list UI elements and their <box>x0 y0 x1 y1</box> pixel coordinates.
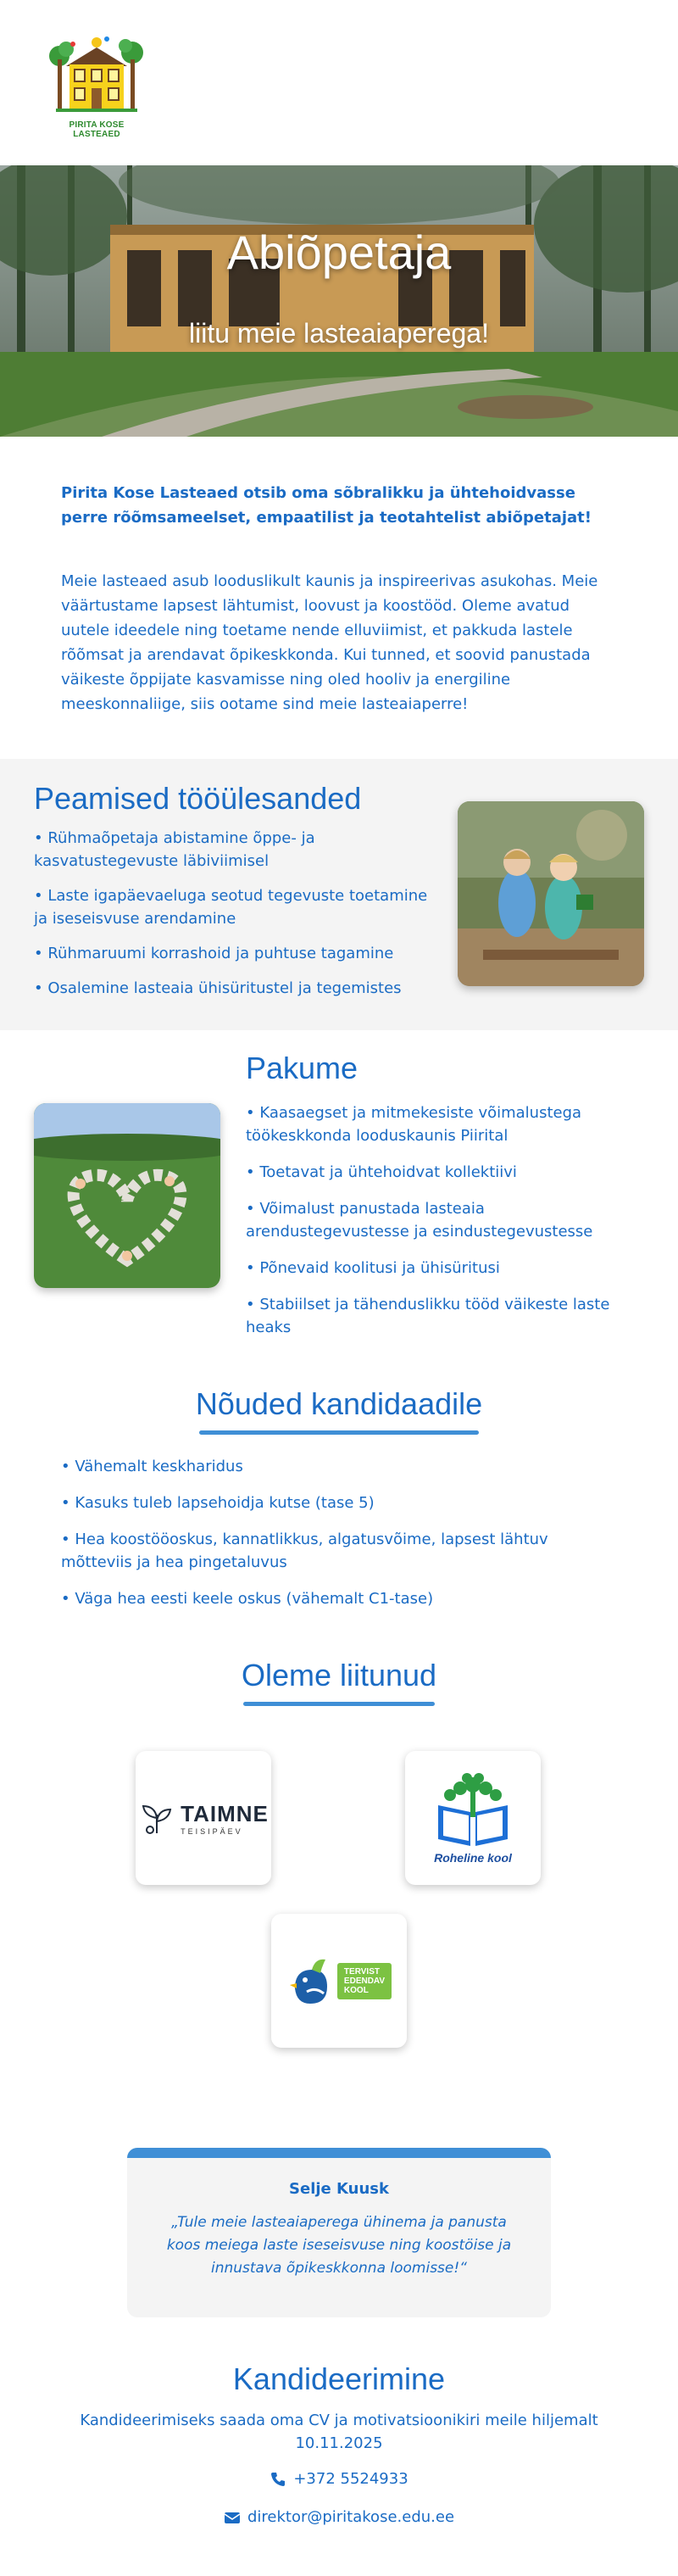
tervist-line-1: TERVIST <box>343 1966 380 1977</box>
quote-author: Selje Kuusk <box>289 2180 389 2198</box>
children-photo-image <box>458 801 644 986</box>
quote-accent-bar <box>127 2148 551 2158</box>
heart-circle-photo-image <box>34 1103 220 1288</box>
list-item: • Kaasaegset ja mitmekesiste võimalustega töökeskkonda looduskaunis Piirital <box>246 1104 582 1145</box>
list-item: • Rühmaõpetaja abistamine õppe- ja kasvatustegevuste läbiviimisel <box>34 829 315 870</box>
partner-tervist-edendav-kool[interactable] <box>271 1914 407 2048</box>
tervist-line-3: KOOL <box>343 1985 369 1995</box>
green-school-tree-book-icon <box>426 1771 520 1849</box>
taimne-logo-sub: TEISIPÄEV <box>181 1826 243 1836</box>
list-item: • Hea koostööoskus, kannatlikkus, algatusvõime, lapsest lähtuv mõtteviis ja hea pingetaluvus <box>61 1531 548 1571</box>
list-item: • Stabiilset ja tähenduslikku tööd väikeste laste heaks <box>246 1296 610 1336</box>
list-item: • Rühmaruumi korrashoid ja puhtuse tagamine <box>34 945 394 962</box>
logo-link[interactable] <box>47 34 146 139</box>
hero-background-image <box>0 165 678 437</box>
title-underline <box>243 1702 435 1706</box>
apply-section <box>0 2361 678 2526</box>
list-item: • Väga hea eesti keele oskus (vähemalt C1-tase) <box>61 1590 434 1608</box>
apply-text: Kandideerimiseks saada oma CV ja motivatsioonikiri meile hiljemalt 10.11.2025 <box>80 2412 598 2452</box>
testimonial-card <box>127 2148 551 2317</box>
list-item: • Kasuks tuleb lapsehoidja kutse (tase 5) <box>61 1494 375 1512</box>
requirements-section <box>0 1386 678 1658</box>
phone-icon <box>270 2471 286 2488</box>
title-underline <box>199 1430 479 1435</box>
envelope-icon <box>224 2509 241 2526</box>
phone-contact[interactable] <box>0 2470 678 2488</box>
tervist-line-2: EDENDAV <box>343 1976 386 1986</box>
intro-body: Meie lasteaed asub looduslikult kaunis ja inspireerivas asukohas. Meie väärtustame lapsest lähtumist, loovust ja koostööd. Oleme avatud uutele ideedele ning toetame nende elluviimist, et pakkuda lastele rõõmsat ja arendavat õpikeskkonda. Kui tunned, et soovid panustada väikeste õppijate kasvamisse ning oled hooliv ja energiline meeskonnaliige, siis ootame sind meie lasteaiaperre! <box>61 572 598 713</box>
roheline-logo-name: Roheline kool <box>434 1851 512 1865</box>
children-circle-photo <box>34 1103 220 1288</box>
children-playing-photo <box>458 801 644 986</box>
list-item: • Laste igapäevaeluga seotud tegevuste toetamine ja iseseisvuse arendamine <box>34 887 428 928</box>
duties-section <box>0 759 678 1030</box>
intro-lead: Pirita Kose Lasteaed otsib oma sõbralikku ja ühtehoidvasse perre rõõmsameelset, empaatilist ja teotahtelist abiõpetajat! <box>61 484 592 527</box>
partner-roheline-kool[interactable] <box>405 1751 541 1885</box>
kindergarten-logo-icon <box>47 34 146 119</box>
partner-taimne-teisipaev[interactable] <box>136 1751 271 1885</box>
partners-section <box>0 1658 678 2090</box>
list-item: • Vähemalt keskharidus <box>61 1458 243 1475</box>
phone-link[interactable]: +372 5524933 <box>293 2470 408 2488</box>
offer-list <box>246 1101 644 1339</box>
offer-title: Pakume <box>246 1051 358 1085</box>
quote-text: „Tule meie lasteaiaperega ühinema ja panusta koos meiega laste iseseisvuse ning koostöise ja innustava õpikeskkonna loomisse!“ <box>166 2214 512 2277</box>
hero-title: Abiõpetaja <box>226 226 452 279</box>
offer-section <box>0 1030 678 1386</box>
requirements-title: Nõuded kandidaadile <box>195 1386 483 1421</box>
leaf-sprout-icon <box>138 1799 175 1837</box>
list-item: • Põnevaid koolitusi ja ühisüritusi <box>246 1259 500 1277</box>
partners-title: Oleme liitunud <box>241 1658 437 1692</box>
hero-banner <box>0 165 678 437</box>
requirements-list <box>61 1455 617 1610</box>
site-header <box>0 0 678 165</box>
email-link[interactable]: direktor@piritakose.edu.ee <box>247 2508 455 2526</box>
apply-title: Kandideerimine <box>232 2361 446 2396</box>
logo-text: PIRITA KOSE LASTEAED <box>69 120 125 139</box>
list-item: • Toetavat ja ühtehoidvat kollektiivi <box>246 1163 517 1181</box>
email-contact[interactable] <box>0 2508 678 2526</box>
hero-subtitle: liitu meie lasteaiaperega! <box>189 318 489 348</box>
list-item: • Osalemine lasteaia ühisüritustel ja tegemistes <box>34 979 402 997</box>
bird-logo-icon <box>286 1954 334 2007</box>
duties-list <box>34 827 441 1000</box>
taimne-logo-name: TAIMNE <box>181 1800 269 1826</box>
duties-title: Peamised tööülesanded <box>34 781 362 816</box>
list-item: • Võimalust panustada lasteaia arendustegevustesse ja esindustegevustesse <box>246 1200 593 1241</box>
intro-section <box>0 437 678 759</box>
